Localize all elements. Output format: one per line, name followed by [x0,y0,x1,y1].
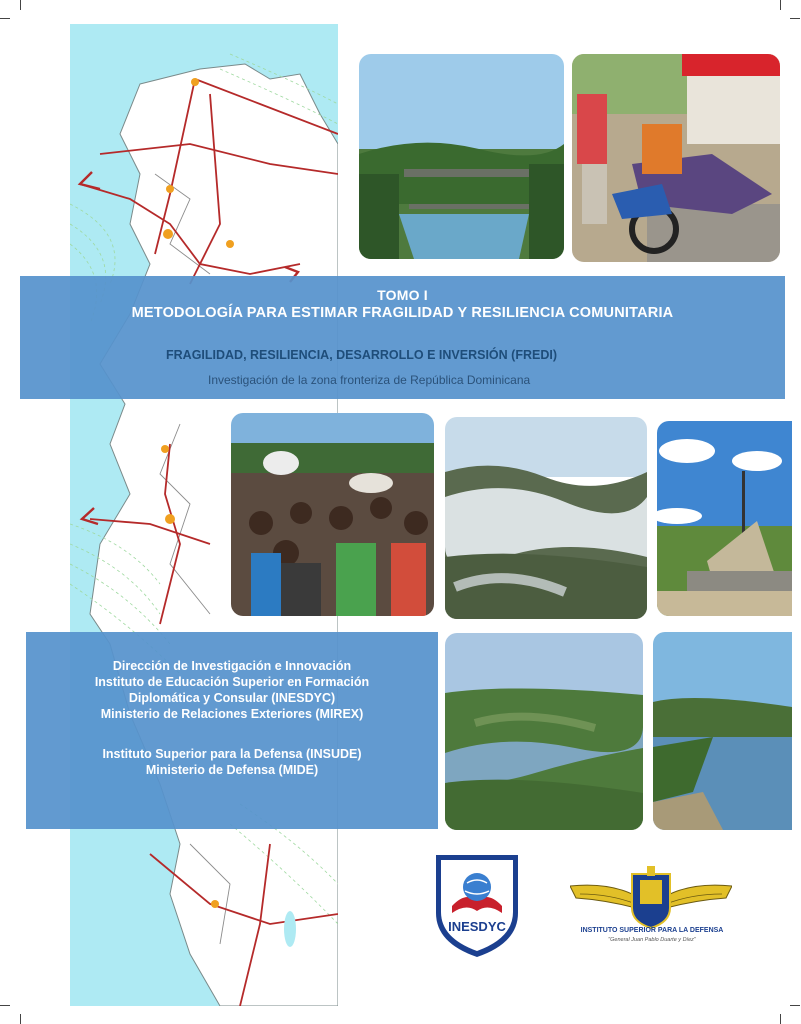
photo-reservoir-hills [445,633,643,830]
crop-mark [20,1014,21,1024]
institution-line: Instituto Superior para la Defensa (INSUDE) [102,747,362,761]
photo-border-wall [657,421,792,616]
institution-line: Dirección de Investigación e Innovación [112,659,352,673]
subtitle: FRAGILIDAD, RESILIENCIA, DESARROLLO E INVERSIÓN (FREDI) [166,348,557,362]
title-banner [20,276,785,399]
subtitle-secondary: Investigación de la zona fronteriza de República Dominicana [208,373,531,387]
crop-mark [780,1014,781,1024]
institution-line: Ministerio de Relaciones Exteriores (MIREX) [100,707,364,721]
volume-label: TOMO I [377,287,428,303]
institution-line: Instituto de Educación Superior en Formación [94,675,370,689]
institution-line: Ministerio de Defensa (MIDE) [145,763,319,777]
photo-river-bridge [359,54,564,259]
inesdyc-logo-text: INESDYC [448,919,506,934]
crop-mark [790,18,800,19]
institutions-banner [26,632,438,829]
page-title: METODOLOGÍA PARA ESTIMAR FRAGILIDAD Y RESILIENCIA COMUNITARIA [131,305,674,321]
inesdyc-logo [432,851,522,959]
institution-line: Diplomática y Consular (INESDYC) [128,691,336,705]
insude-motto: "General Juan Pablo Duarte y Díez" [608,937,696,943]
crop-mark [790,1005,800,1006]
crop-mark [0,1005,10,1006]
crop-mark [0,18,10,19]
crop-mark [20,0,21,10]
photo-fog-valley [445,417,647,619]
crop-mark [780,0,781,10]
photo-crowd [231,413,434,616]
insude-name: INSTITUTO SUPERIOR PARA LA DEFENSA [580,927,724,934]
photo-market-motorcycle [572,54,780,262]
photo-river-bank [653,632,792,830]
